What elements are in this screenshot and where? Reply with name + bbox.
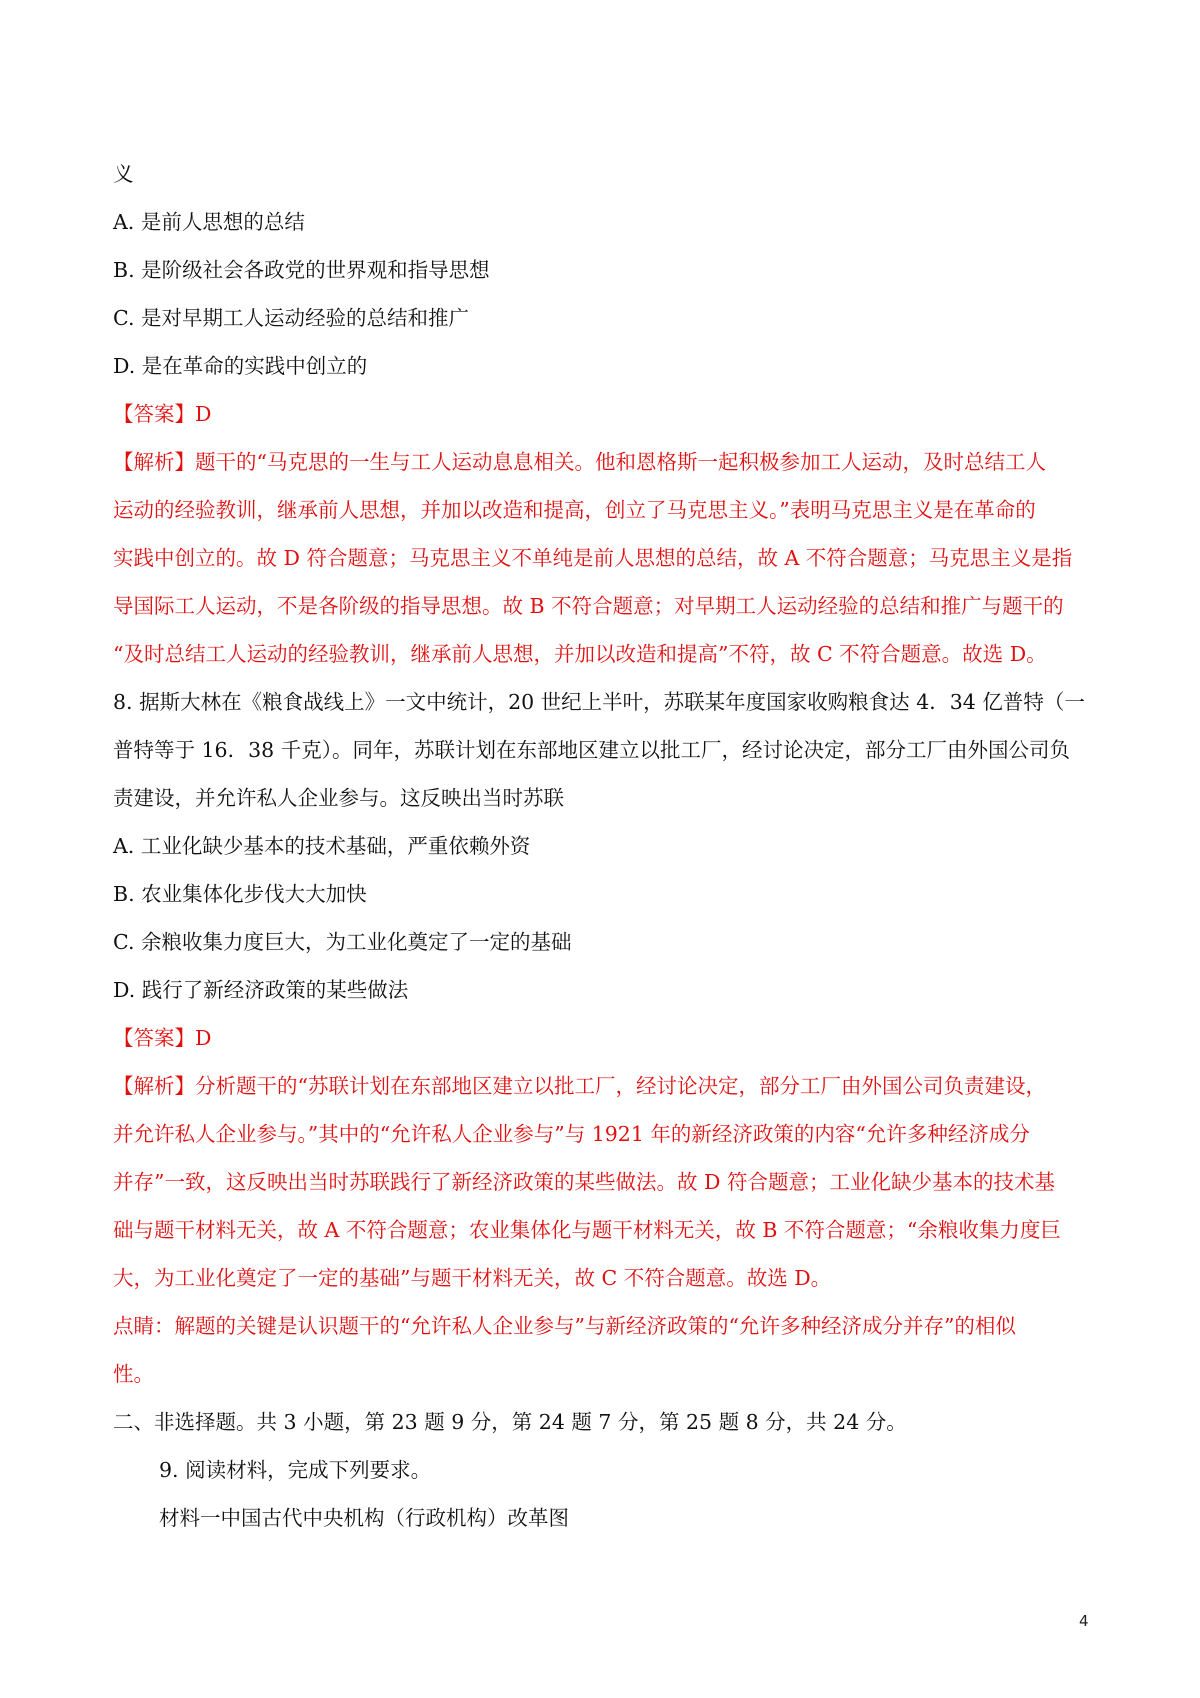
q8-analysis-line-4: 础与题干材料无关，故 A 不符合题意；农业集体化与题干材料无关，故 B 不符合题意；“余粮收集力度巨 — [113, 1218, 1061, 1242]
q8-option-d: D. 践行了新经济政策的某些做法 — [113, 978, 409, 1002]
q8-analysis-line-3: 并存”一致，这反映出当时苏联践行了新经济政策的某些做法。故 D 符合题意；工业化缺少基本的技术基 — [113, 1170, 1055, 1194]
q7-analysis-label: 【解析】 — [113, 450, 195, 474]
page-content — [113, 150, 1088, 1542]
q7-answer — [113, 390, 1088, 438]
q8-stem-line-2: 普特等于 16．38 千克）。同年，苏联计划在东部地区建立以批工厂，经讨论决定，部分工厂由外国公司负 — [113, 738, 1070, 762]
q8-analysis-line-5: 大，为工业化奠定了一定的基础”与题干材料无关，故 C 不符合题意。故选 D。 — [113, 1266, 832, 1290]
q8-answer-value: D — [195, 1026, 212, 1050]
q7-analysis-line-3: 实践中创立的。故 D 符合题意；马克思主义不单纯是前人思想的总结，故 A 不符合题意；马克思主义是指 — [113, 546, 1073, 570]
section2-heading: 二、非选择题。共 3 小题，第 23 题 9 分，第 24 题 7 分，第 25 题 8 分，共 24 分。 — [113, 1410, 907, 1434]
q8-answer — [113, 1014, 1088, 1062]
q7-analysis-line-2: 运动的经验教训，继承前人思想，并加以改造和提高，创立了马克思主义。”表明马克思主义是在革命的 — [113, 498, 1036, 522]
q8-stem-line-3: 责建设，并允许私人企业参与。这反映出当时苏联 — [113, 786, 564, 810]
q7-analysis-line-4: 导国际工人运动，不是各阶级的指导思想。故 B 不符合题意；对早期工人运动经验的总结和推广与题干的 — [113, 594, 1064, 618]
q7-option-b: B. 是阶级社会各政党的世界观和指导思想 — [113, 258, 490, 282]
page-number: 4 — [1079, 1612, 1089, 1630]
q8-option-c: C. 余粮收集力度巨大，为工业化奠定了一定的基础 — [113, 930, 572, 954]
q8-stem-line-1: 8. 据斯大林在《粮食战线上》一文中统计，20 世纪上半叶，苏联某年度国家收购粮食达 4．34 亿普特（一 — [113, 690, 1085, 714]
q9-stem: 9. 阅读材料，完成下列要求。 — [159, 1458, 432, 1482]
q7-stem-tail: 义 — [113, 162, 134, 186]
q8-analysis-line-2: 并允许私人企业参与。”其中的“允许私人企业参与”与 1921 年的新经济政策的内容“允许多种经济成分 — [113, 1122, 1030, 1146]
q7-option-a: A. 是前人思想的总结 — [113, 210, 305, 234]
q7-answer-value: D — [195, 402, 212, 426]
q7-analysis-text-1: 题干的“马克思的一生与工人运动息息相关。他和恩格斯一起积极参加工人运动，及时总结工人 — [195, 450, 1046, 474]
q7-option-d: D. 是在革命的实践中创立的 — [113, 354, 368, 378]
q7-analysis-line-1 — [113, 438, 1088, 486]
q7-analysis-line-5: “及时总结工人运动的经验教训，继承前人思想，并加以改造和提高”不符，故 C 不符合题意。故选 D。 — [113, 642, 1047, 666]
q8-analysis-text-1: 分析题干的“苏联计划在东部地区建立以批工厂，经讨论决定，部分工厂由外国公司负责建设， — [195, 1074, 1046, 1098]
q8-tip-line-1: 点睛：解题的关键是认识题干的“允许私人企业参与”与新经济政策的“允许多种经济成分并存”的相似 — [113, 1314, 1016, 1338]
q8-analysis-label: 【解析】 — [113, 1074, 195, 1098]
q8-answer-label: 【答案】 — [113, 1026, 195, 1050]
q7-option-c: C. 是对早期工人运动经验的总结和推广 — [113, 306, 469, 330]
q7-answer-label: 【答案】 — [113, 402, 195, 426]
q8-tip-line-2: 性。 — [113, 1362, 154, 1386]
material-title: 材料一中国古代中央机构（行政机构）改革图 — [159, 1506, 569, 1530]
q8-analysis-line-1 — [113, 1062, 1088, 1110]
q8-option-a: A. 工业化缺少基本的技术基础，严重依赖外资 — [113, 834, 531, 858]
q8-option-b: B. 农业集体化步伐大大加快 — [113, 882, 367, 906]
